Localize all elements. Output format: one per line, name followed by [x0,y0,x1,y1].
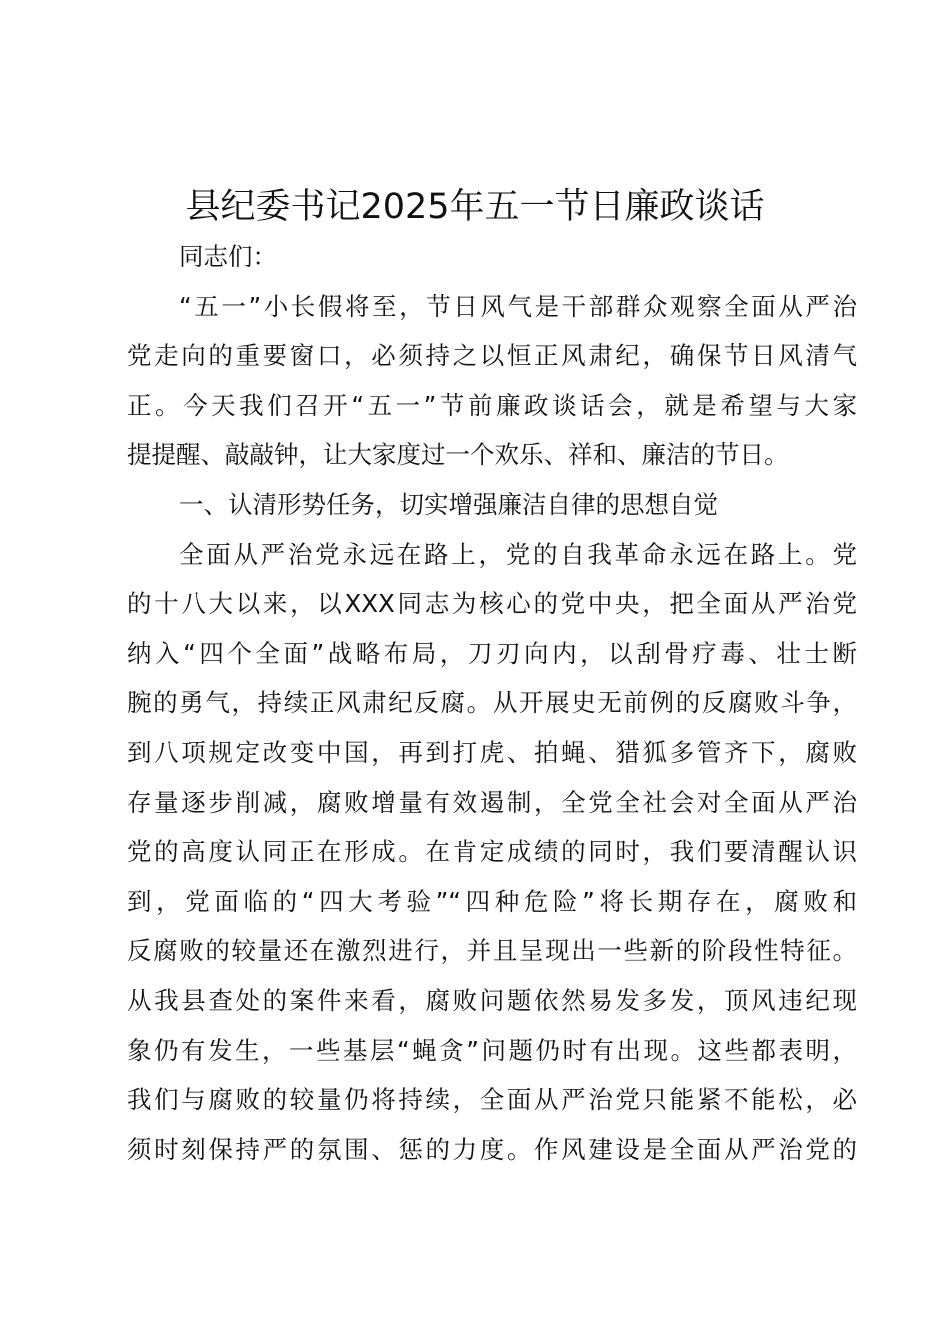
text-line: 到，党面临的“四大考验”“四种危险”将长期存在，腐败和 [127,886,857,916]
document-title: 县纪委书记2025年五一节日廉政谈话 [185,187,765,227]
text-line: “五一”小长假将至，节日风气是干部群众观察全面从严治 [179,291,857,321]
document-body [127,232,857,1174]
text-line: 到八项规定改变中国，再到打虎、拍蝇、猎狐多管齐下，腐败 [127,737,857,767]
text-line: 从我县查处的案件来看，腐败问题依然易发多发，顶风违纪现 [127,985,857,1015]
text-line: 党走向的重要窗口，必须持之以恒正风肃纪，确保节日风清气 [127,341,857,371]
text-line: 正。今天我们召开“五一”节前廉政谈话会，就是希望与大家 [127,390,857,420]
text-line: 一、认清形势任务，切实增强廉洁自律的思想自觉 [179,489,718,519]
text-line: 全面从严治党永远在路上，党的自我革命永远在路上。党 [179,539,857,569]
text-line: 的十八大以来，以XXX同志为核心的党中央，把全面从严治党 [127,589,857,619]
text-line: 纳入“四个全面”战略布局，刀刃向内，以刮骨疗毒、壮士断 [127,638,857,668]
text-line: 存量逐步削减，腐败增量有效遏制，全党全社会对全面从严治 [127,787,857,817]
text-line: 同志们： [179,242,277,271]
text-line: 提提醒、敲敲钟，让大家度过一个欢乐、祥和、廉洁的节日。 [127,440,789,470]
text-line: 反腐败的较量还在激烈进行，并且呈现出一些新的阶段性特征。 [127,936,857,966]
text-line: 须时刻保持严的氛围、惩的力度。作风建设是全面从严治党的 [127,1134,857,1164]
text-line: 象仍有发生，一些基层“蝇贪”问题仍时有出现。这些都表明， [127,1035,857,1065]
text-line: 腕的勇气，持续正风肃纪反腐。从开展史无前例的反腐败斗争， [127,688,857,718]
text-line: 我们与腐败的较量仍将持续，全面从严治党只能紧不能松，必 [127,1085,857,1115]
text-line: 党的高度认同正在形成。在肯定成绩的同时，我们要清醒认识 [127,837,857,867]
